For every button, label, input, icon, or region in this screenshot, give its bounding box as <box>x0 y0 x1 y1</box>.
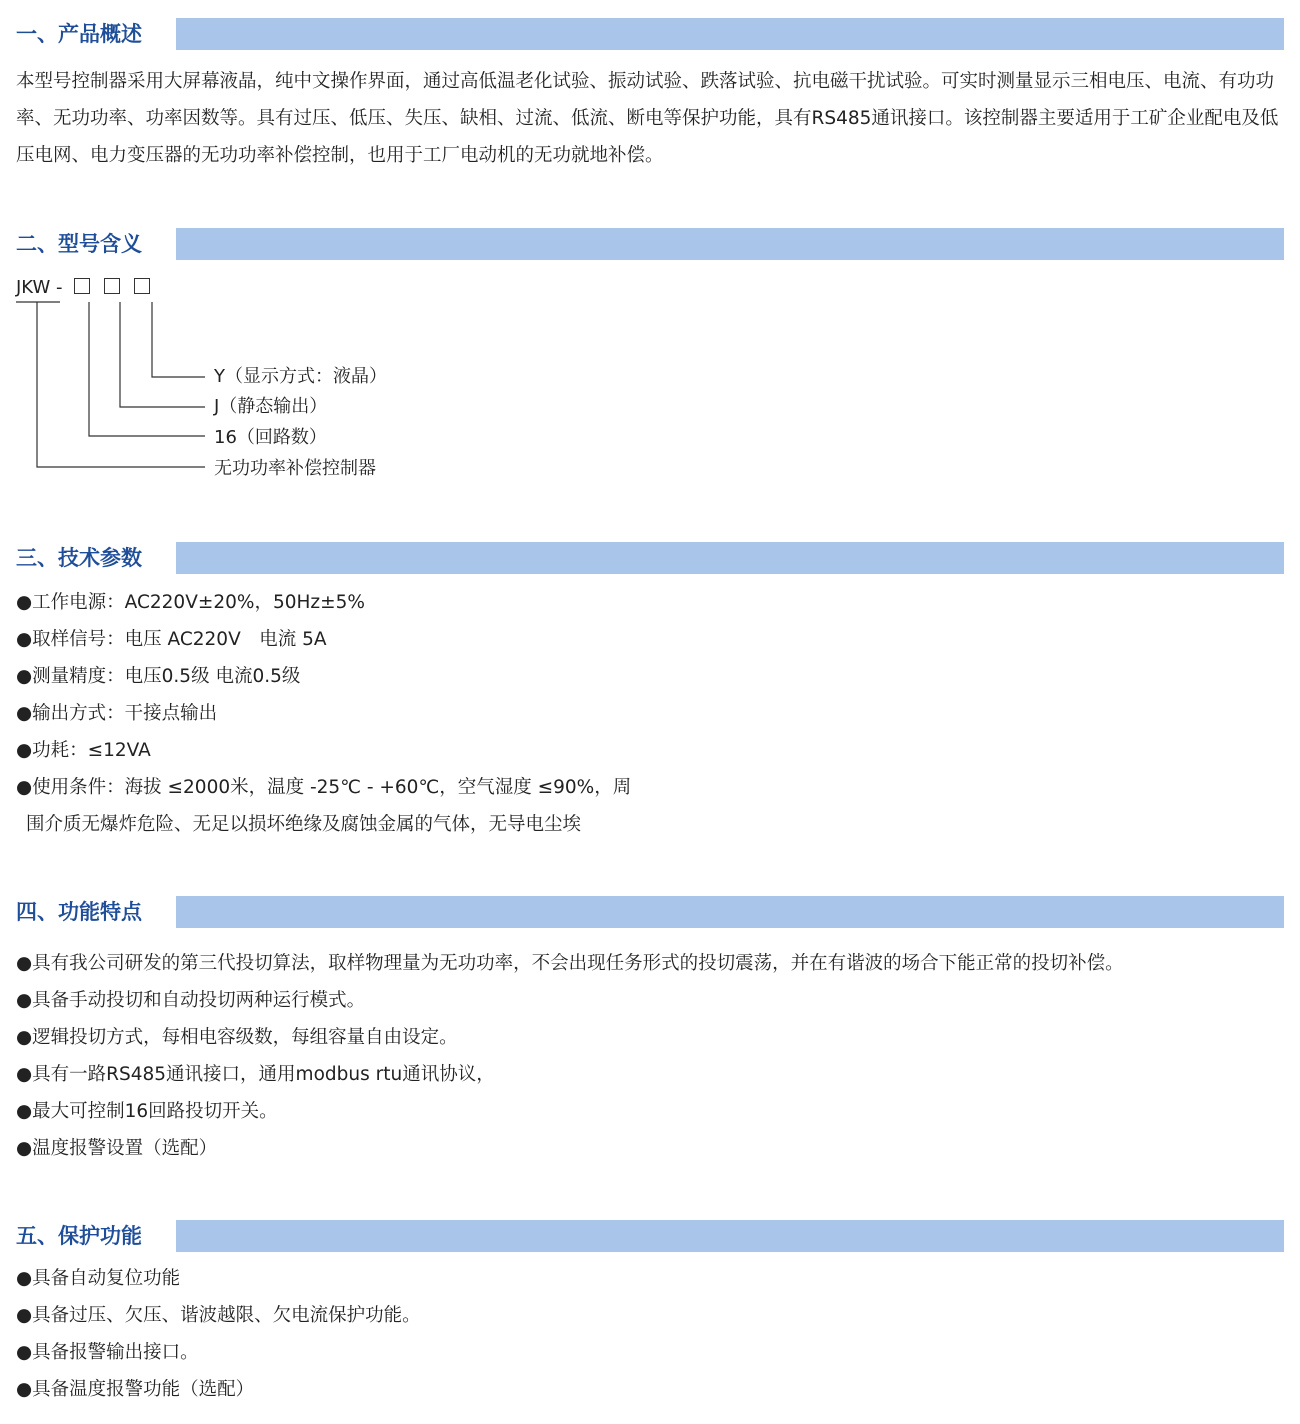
model-diagram-lines <box>0 0 420 490</box>
list-item: ●温度报警设置（选配） <box>16 1138 218 1159</box>
list-item: ●逻辑投切方式，每相电容级数，每组容量自由设定。 <box>16 1027 458 1048</box>
list-item: ●取样信号：电压 AC220V 电流 5A <box>16 629 327 650</box>
section-title: 五、保护功能 <box>16 1224 142 1248</box>
list-item: ●具备自动复位功能 <box>16 1268 181 1289</box>
list-item-continuation: 围介质无爆炸危险、无足以损坏绝缘及腐蚀金属的气体，无导电尘埃 <box>26 814 582 835</box>
list-item: ●具有一路RS485通讯接口，通用modbus rtu通讯协议， <box>16 1064 495 1085</box>
list-item: ●输出方式：干接点输出 <box>16 703 218 724</box>
model-label-controller: 无功功率补偿控制器 <box>214 458 376 479</box>
list-item: ●功耗：≤12VA <box>16 740 151 761</box>
section-4-header <box>0 895 1300 929</box>
section-title-bar <box>176 1220 1284 1252</box>
list-item: ●测量精度：电压0.5级 电流0.5级 <box>16 666 301 687</box>
list-item: ●具备报警输出接口。 <box>16 1342 199 1363</box>
list-item: ●具备过压、欠压、谐波越限、欠电流保护功能。 <box>16 1305 421 1326</box>
list-item: ●工作电源：AC220V±20%，50Hz±5% <box>16 592 365 613</box>
section-5-header <box>0 1219 1300 1253</box>
features-list <box>16 945 1286 1167</box>
section-title-bar <box>176 542 1284 574</box>
model-label-circuits: 16（回路数） <box>214 427 327 448</box>
list-item: ●具备温度报警功能（选配） <box>16 1379 255 1400</box>
list-item: ●具有我公司研发的第三代投切算法，取样物理量为无功功率，不会出现任务形式的投切震荡，并在有谐波的场合下能正常的投切补偿。 <box>16 953 1124 974</box>
section-title: 一、产品概述 <box>16 22 142 46</box>
leader-line-output <box>120 302 205 407</box>
model-code-prefix: JKW - <box>16 277 63 298</box>
section-title-bar <box>176 896 1284 928</box>
section-title: 二、型号含义 <box>16 232 142 256</box>
leader-line-display <box>152 302 205 377</box>
product-overview-text: 本型号控制器采用大屏幕液晶，纯中文操作界面，通过高低温老化试验、振动试验、跌落试验、抗电磁干扰试验。可实时测量显示三相电压、电流、有功功率、无功功率、功率因数等。具有过压、低压、失压、缺相、过流、低流、断电等保护功能，具有RS485通讯接口。该控制器主要适用于工矿企业配电及低压电网、电力变压器的无功功率补偿控制，也用于工厂电动机的无功就地补偿。 <box>16 71 1279 166</box>
leader-line-controller <box>37 302 205 467</box>
list-item: ●具备手动投切和自动投切两种运行模式。 <box>16 990 366 1011</box>
list-item: ●最大可控制16回路投切开关。 <box>16 1101 278 1122</box>
protection-list <box>16 1260 1286 1408</box>
leader-line-circuits <box>89 302 205 436</box>
section-title: 三、技术参数 <box>16 546 142 570</box>
tech-params-list <box>16 584 1286 843</box>
model-label-output: J（静态输出） <box>214 396 328 417</box>
section-3-header <box>0 541 1300 575</box>
section-title: 四、功能特点 <box>16 900 142 924</box>
model-label-display: Y（显示方式：液晶） <box>214 366 387 387</box>
list-item: ●使用条件：海拔 ≤2000米，温度 -25℃ - +60℃，空气湿度 ≤90%，周 <box>16 777 632 798</box>
